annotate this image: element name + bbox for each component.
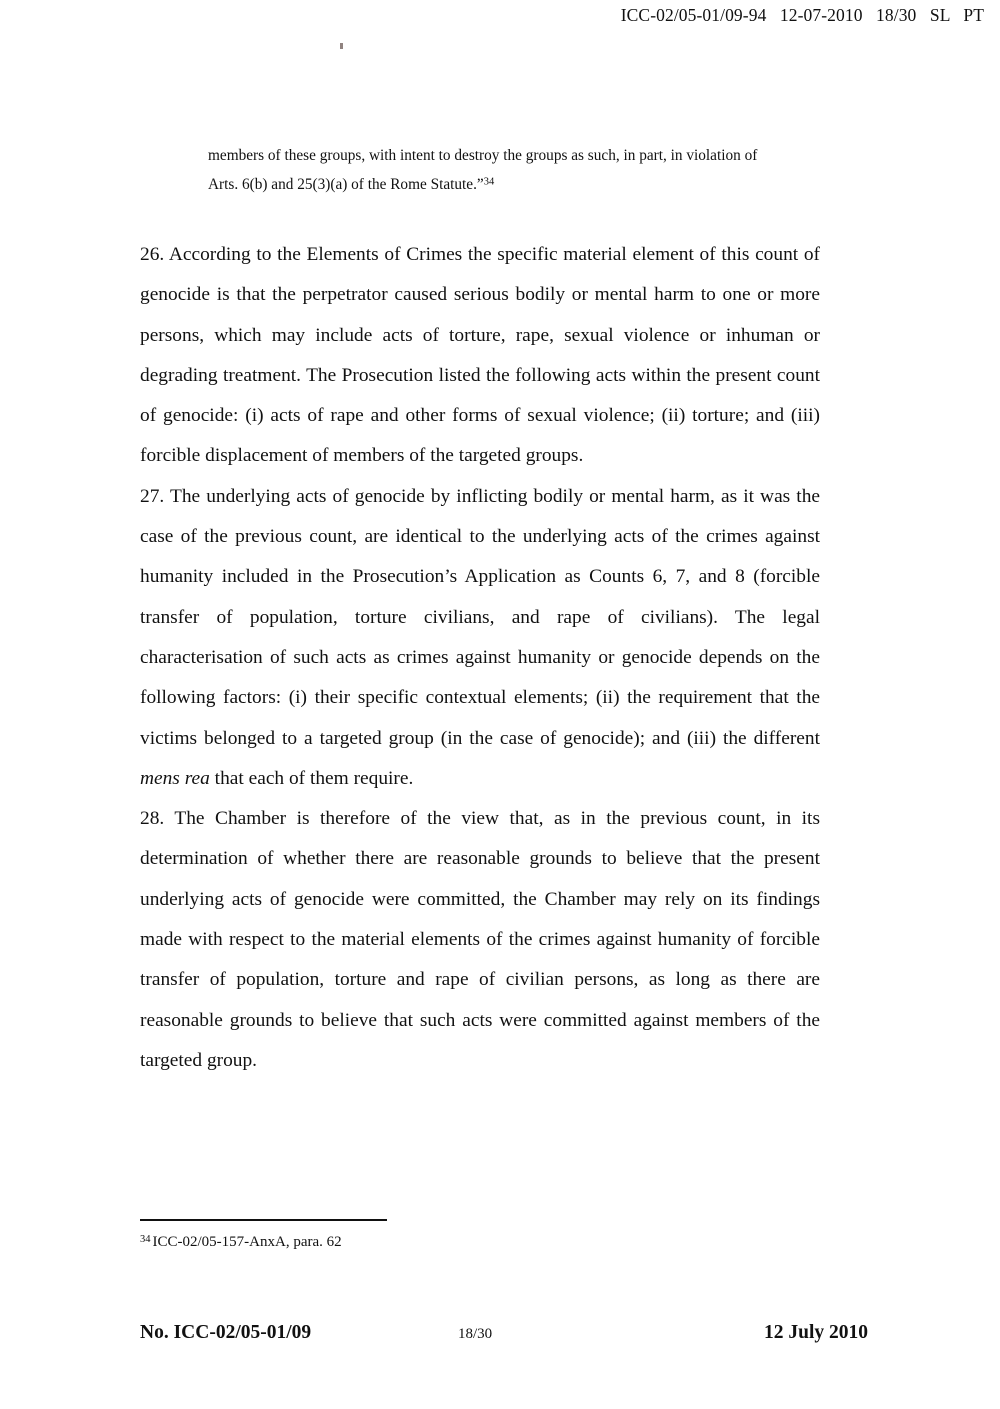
document-body (140, 0, 820, 1081)
indented-quotation (208, 0, 770, 199)
stamp-date: 12-07-2010 (779, 5, 863, 25)
footer-page-number: 18/30 (458, 1326, 493, 1342)
stamp-case-number: ICC-02/05-01/09-94 (620, 5, 767, 25)
footer-document-number: No. ICC-02/05-01/09 (140, 1322, 312, 1343)
quotation-text: members of these groups, with intent to destroy the groups as such, in part, in violation of Arts. 6(b) and 25(3)(a) of the Rome Statute.” (208, 147, 758, 193)
paragraph-27 (140, 477, 820, 799)
paragraph-27-text-before-italic: 27. The underlying acts of genocide by inflicting bodily or mental harm, as it was the case of the previous count, are identical to the underlying acts of the crimes against humanity included in the Prosecution’s Application as Counts 6, 7, and 8 (forcible transfer of population, torture civilians, and rape of civilians). The legal characterisation of such acts as crimes against humanity or genocide depends on the following factors: (i) their specific contextual elements; (ii) the requirement that the victims belonged to a targeted group (in the case of genocide); and (iii) the different (140, 485, 820, 749)
footnote-marker: 34 (140, 1233, 151, 1245)
paragraph-27-text-after-italic: that each of them require. (209, 767, 414, 789)
footnote-34 (140, 1232, 830, 1252)
stamp-division-code: PT (963, 5, 984, 25)
footnote-section (140, 1219, 830, 1252)
footer-date: 12 July 2010 (763, 1322, 868, 1343)
latin-term-mens-rea: mens rea (140, 767, 210, 789)
paragraph-28: 28. The Chamber is therefore of the view that, as in the previous count, in its determination of whether there are reasonable grounds to believe that the present underlying acts of genocide were committed, the Chamber may rely on its findings made with respect to the material elements of the crimes against humanity of forcible transfer of population, torture and rape of civilian persons, as long as there are reasonable grounds to believe that such acts were committed against members of the targeted group. (140, 808, 820, 1071)
quotation-footnote-marker: 34 (483, 176, 495, 188)
stamp-chamber-code: SL (929, 5, 950, 25)
stamp-page: 18/30 (876, 5, 917, 25)
footnote-separator-rule (140, 1219, 387, 1221)
page-footer (140, 1322, 868, 1352)
paragraph-26: 26. According to the Elements of Crimes the specific material element of this count of genocide is that the perpetrator caused serious bodily or mental harm to one or more persons, which may include acts of torture, rape, sexual violence or inhuman or degrading treatment. The Prosecution listed the following acts within the present count of genocide: (i) acts of rape and other forms of sexual violence; (ii) torture; and (iii) forcible displacement of members of the targeted groups. (140, 244, 820, 467)
footnote-text: ICC-02/05-157-AnxA, para. 62 (152, 1234, 342, 1250)
